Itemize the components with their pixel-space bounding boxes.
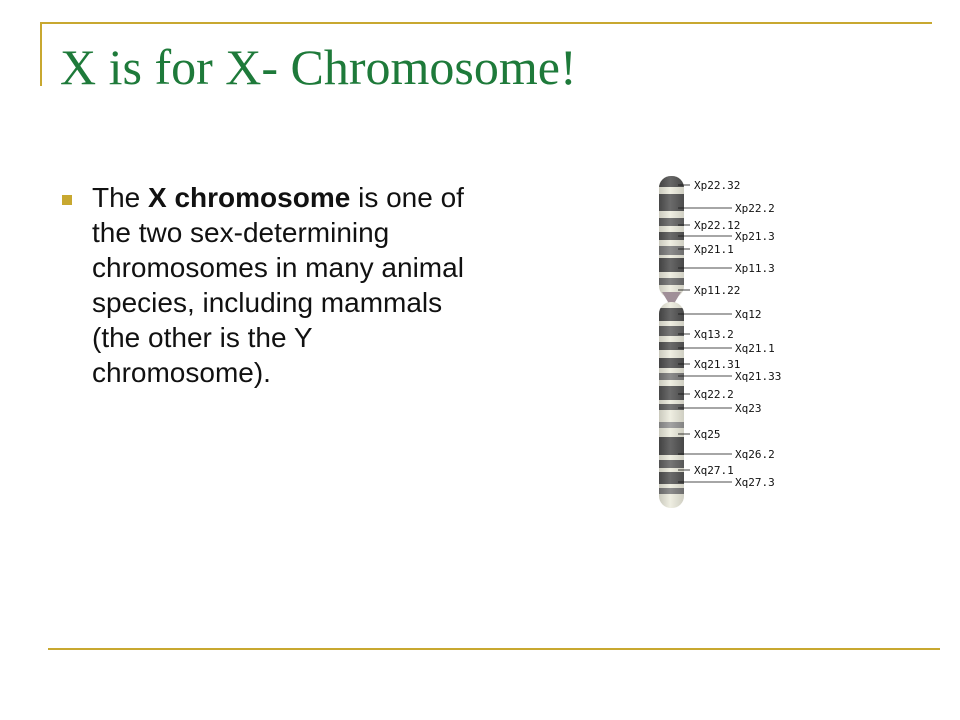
band-label-right-2: Xp11.3 — [735, 262, 775, 275]
band-label-right-3: Xq12 — [735, 308, 762, 321]
band-label-right-8: Xq27.3 — [735, 476, 775, 489]
band-label-left-3: Xp11.22 — [694, 284, 741, 297]
band-label-right-5: Xq21.33 — [735, 370, 782, 383]
band-label-right-4: Xq21.1 — [735, 342, 775, 355]
bullet-square-icon — [62, 195, 72, 205]
bottom-rule — [48, 648, 940, 650]
body-prefix: The — [92, 182, 149, 213]
band-label-left-0: Xp22.32 — [694, 179, 741, 192]
slide-title: X is for X- Chromosome! — [60, 39, 577, 95]
band-label-left-8: Xq27.1 — [694, 464, 734, 477]
band-label-right-7: Xq26.2 — [735, 448, 775, 461]
band-label-right-1: Xp21.3 — [735, 230, 775, 243]
band-label-right-6: Xq23 — [735, 402, 762, 415]
bullet-item — [62, 180, 482, 390]
band-label-left-6: Xq22.2 — [694, 388, 734, 401]
p-arm — [659, 176, 684, 298]
band-label-left-2: Xp21.1 — [694, 243, 734, 256]
bullet-text — [92, 180, 482, 390]
band-label-right-0: Xp22.2 — [735, 202, 775, 215]
x-chromosome-ideogram — [640, 172, 785, 512]
top-rule — [40, 22, 932, 24]
body-suffix: is one of the two sex-determining chromosomes in many animal species, including mammals (the other is the Y chromosome). — [92, 182, 464, 388]
q-arm — [659, 302, 684, 508]
left-rule — [40, 22, 42, 86]
band-label-left-4: Xq13.2 — [694, 328, 734, 341]
body-emphasis: X chromosome — [148, 182, 351, 213]
band-label-left-1: Xp22.12 — [694, 219, 741, 232]
band-label-left-7: Xq25 — [694, 428, 721, 441]
band-label-left-5: Xq21.31 — [694, 358, 741, 371]
